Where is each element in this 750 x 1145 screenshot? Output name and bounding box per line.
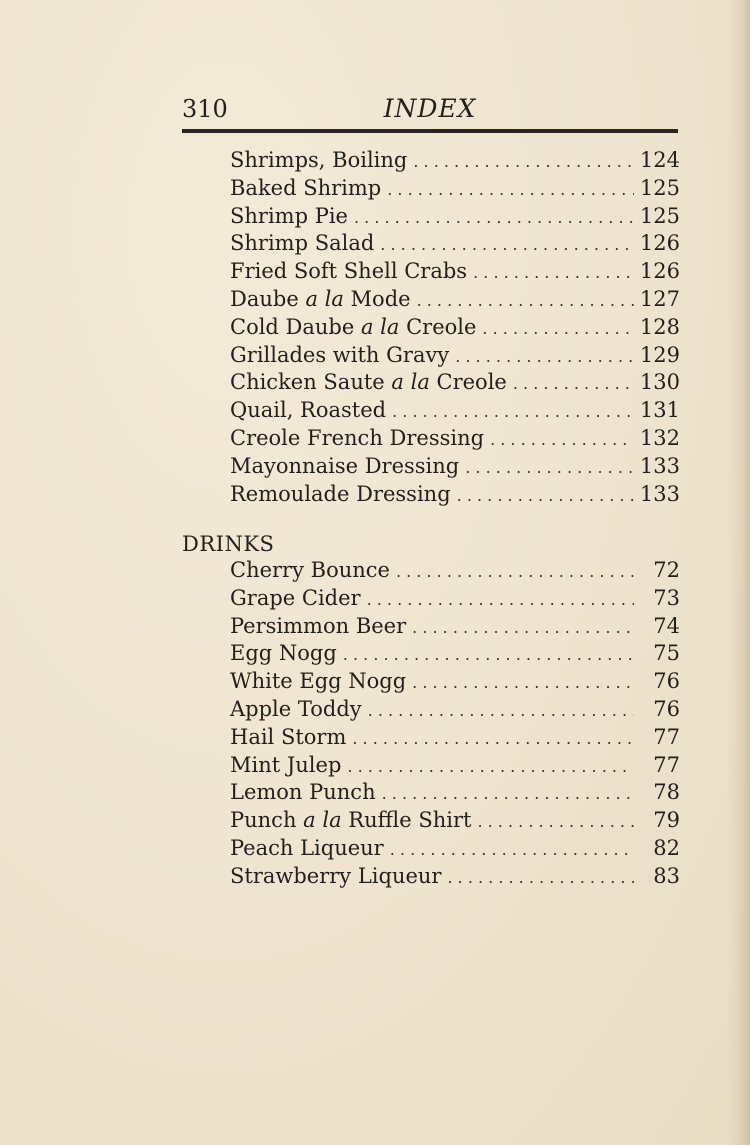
index-entry-page-number: 125: [639, 175, 680, 200]
index-entry-page-number: 76: [653, 669, 680, 694]
index-entry-title: Creole French Dressing: [230, 425, 485, 450]
index-entry-page-number: 73: [653, 585, 680, 610]
dot-leader: [390, 836, 634, 864]
index-entry-page-number: 127: [639, 286, 680, 311]
index-entry-title: Egg Nogg: [230, 641, 337, 666]
page-title: INDEX: [383, 94, 477, 123]
index-entry: [230, 585, 680, 613]
index-entry-title: Grillades with Gravy: [230, 342, 450, 367]
index-entry-title: Apple Toddy: [230, 696, 362, 721]
index-entry: [230, 835, 680, 863]
page-header: [182, 92, 678, 126]
index-entry-page-number: 76: [653, 696, 680, 721]
index-entry-page-number: 77: [653, 724, 680, 749]
index-entry-title: Strawberry Liqueur: [230, 863, 442, 888]
index-entry-title: Hail Storm: [230, 724, 347, 749]
index-entry-page-number: 77: [653, 752, 680, 777]
dot-leader: [477, 808, 634, 836]
index-entry-page-number: 83: [653, 863, 680, 888]
index-entry-page-number: 124: [639, 148, 680, 172]
index-entry: [230, 779, 680, 807]
dot-leader: [368, 697, 634, 725]
index-entry-page-number: 78: [653, 780, 680, 805]
index-entry: [230, 203, 680, 231]
index-entry-page-number: 133: [639, 453, 680, 478]
dot-leader: [347, 753, 634, 781]
dot-leader: [465, 454, 634, 482]
index-entry-title: Shrimp Pie: [230, 203, 348, 228]
index-entry: [230, 640, 680, 668]
index-entry-title: Quail, Roasted: [230, 398, 387, 423]
index-entry-page-number: 132: [639, 425, 680, 450]
page-edge-shadow: [728, 0, 750, 1145]
index-entry-title: White Egg Nogg: [230, 669, 407, 694]
index-entry-title: Punch a la Ruffle Shirt: [230, 808, 472, 833]
dot-leader: [412, 614, 634, 642]
dot-leader: [354, 204, 634, 232]
index-entry-page-number: 130: [639, 370, 680, 395]
dot-leader: [412, 669, 634, 697]
index-entry-title: Mayonnaise Dressing: [230, 453, 460, 478]
dot-leader: [457, 482, 634, 510]
index-entry-title: Lemon Punch: [230, 780, 376, 805]
dot-leader: [490, 426, 634, 454]
index-entry-title: Chicken Saute a la Creole: [230, 370, 507, 395]
index-entry: [230, 147, 680, 175]
dot-leader: [343, 641, 634, 669]
index-entry-title: Remoulade Dressing: [230, 481, 451, 506]
index-entry-page-number: 128: [639, 314, 680, 339]
index-entry-title: Peach Liqueur: [230, 835, 384, 860]
index-entry: [230, 230, 680, 258]
section-heading-drinks: DRINKS: [182, 532, 275, 556]
index-entry-page-number: 82: [653, 835, 680, 860]
index-entry-page-number: 75: [653, 641, 680, 666]
dot-leader: [455, 343, 634, 371]
dot-leader: [513, 370, 634, 398]
index-entry-title: Grape Cider: [230, 585, 361, 610]
index-entry-page-number: 79: [653, 808, 680, 833]
index-entry: [230, 258, 680, 286]
index-entry: [230, 425, 680, 453]
index-entry: [230, 557, 680, 585]
index-entry: [230, 724, 680, 752]
index-entry-page-number: 126: [639, 259, 680, 284]
index-entry-title: Fried Soft Shell Crabs: [230, 259, 468, 284]
index-entry-page-number: 126: [639, 231, 680, 256]
index-entry-title: Cold Daube a la Creole: [230, 314, 477, 339]
dot-leader: [382, 780, 634, 808]
index-entry: [230, 342, 680, 370]
dot-leader: [417, 287, 634, 315]
dot-leader: [396, 558, 634, 586]
index-entry-title: Baked Shrimp: [230, 175, 382, 200]
index-entry: [230, 668, 680, 696]
index-entry: [230, 397, 680, 425]
index-entry-page-number: 129: [639, 342, 680, 367]
index-entry: [230, 481, 680, 509]
index-entry: [230, 286, 680, 314]
index-entry-page-number: 131: [639, 398, 680, 423]
dot-leader: [380, 231, 634, 259]
page-number: 310: [182, 95, 228, 123]
index-entry: [230, 863, 680, 891]
dot-leader: [352, 725, 634, 753]
index-entry: [230, 613, 680, 641]
index-entry-page-number: 72: [653, 558, 680, 582]
index-entry-title: Daube a la Mode: [230, 286, 411, 311]
dot-leader: [387, 176, 634, 204]
index-list-seafood: [230, 147, 680, 508]
index-entry: [230, 314, 680, 342]
index-entry-title: Shrimps, Boiling: [230, 148, 408, 172]
index-entry: [230, 175, 680, 203]
dot-leader: [367, 586, 634, 614]
index-entry: [230, 696, 680, 724]
dot-leader: [482, 315, 633, 343]
index-entry-title: Persimmon Beer: [230, 613, 407, 638]
index-entry-page-number: 133: [639, 481, 680, 506]
index-entry: [230, 752, 680, 780]
index-entry-page-number: 74: [653, 613, 680, 638]
index-entry-page-number: 125: [639, 203, 680, 228]
index-entry: [230, 453, 680, 481]
index-list-drinks: [230, 557, 680, 891]
dot-leader: [413, 148, 634, 176]
index-entry: [230, 369, 680, 397]
dot-leader: [392, 398, 634, 426]
dot-leader: [473, 259, 634, 287]
index-entry-title: Mint Julep: [230, 752, 342, 777]
index-entry: [230, 807, 680, 835]
index-entry-title: Cherry Bounce: [230, 558, 390, 582]
index-entry-title: Shrimp Salad: [230, 231, 375, 256]
dot-leader: [447, 864, 634, 892]
header-rule: [182, 129, 678, 133]
